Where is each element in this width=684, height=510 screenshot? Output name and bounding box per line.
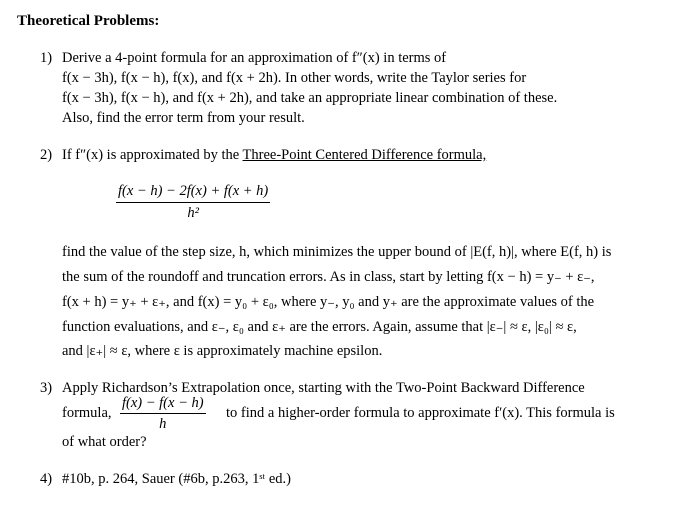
problem-2-line-5: function evaluations, and ε₋, ε₀ and ε₊ are the errors. Again, assume that |ε₋| ≈ ε, |ε₀| ≈ ε, — [62, 319, 577, 335]
formula-reference-link: Three-Point Centered Difference formula, — [242, 147, 487, 163]
problem-1-number: 1) — [40, 50, 53, 66]
section-title: Theoretical Problems: — [17, 13, 160, 29]
centered-difference-formula — [116, 183, 270, 223]
backward-formula-denominator: h — [159, 416, 167, 433]
problem-3-line-2-suffix: to find a higher-order formula to approximate f′(x). This formula is — [226, 405, 615, 421]
problem-2-line-6: and |ε₊| ≈ ε, where ε is approximately machine epsilon. — [62, 343, 383, 359]
problem-4-text: #10b, p. 264, Sauer (#6b, p.263, 1ˢᵗ ed.) — [62, 471, 291, 487]
problem-1-line-3: f(x − 3h), f(x − h), and f(x + 2h), and take an appropriate linear combination of these. — [62, 90, 558, 106]
problem-2-line-1 — [62, 147, 486, 164]
problem-2-line-4: f(x + h) = y₊ + ε₊, and f(x) = y₀ + ε₀, where y₋, y₀ and y₊ are the approximate values of the — [62, 294, 595, 310]
problem-3-line-2-prefix: formula, — [62, 405, 112, 421]
formula-numerator: f(x − h) − 2f(x) + f(x + h) — [116, 183, 270, 203]
problem-2-line-2: find the value of the step size, h, which minimizes the upper bound of |E(f, h)|, where E(f, h) is — [62, 244, 612, 260]
backward-difference-formula — [120, 395, 206, 434]
problem-4-number: 4) — [40, 471, 53, 487]
problem-2-intro: If f″(x) is approximated by the — [62, 147, 243, 163]
problem-3-line-3: of what order? — [62, 434, 147, 450]
problem-3-line-1: Apply Richardson’s Extrapolation once, starting with the Two-Point Backward Difference — [62, 380, 585, 396]
problem-2-line-3: the sum of the roundoff and truncation errors. As in class, start by letting f(x − h) = y₋ + ε₋, — [62, 269, 595, 285]
problem-1-line-2: f(x − 3h), f(x − h), f(x), and f(x + 2h). In other words, write the Taylor series for — [62, 70, 527, 86]
formula-denominator: h² — [187, 205, 199, 222]
problem-3-number: 3) — [40, 380, 53, 396]
backward-formula-numerator: f(x) − f(x − h) — [120, 395, 206, 414]
problem-1-line-4: Also, find the error term from your result. — [62, 110, 305, 126]
problem-1-line-1: Derive a 4-point formula for an approximation of f″(x) in terms of — [62, 50, 447, 66]
problem-2-number: 2) — [40, 147, 53, 163]
